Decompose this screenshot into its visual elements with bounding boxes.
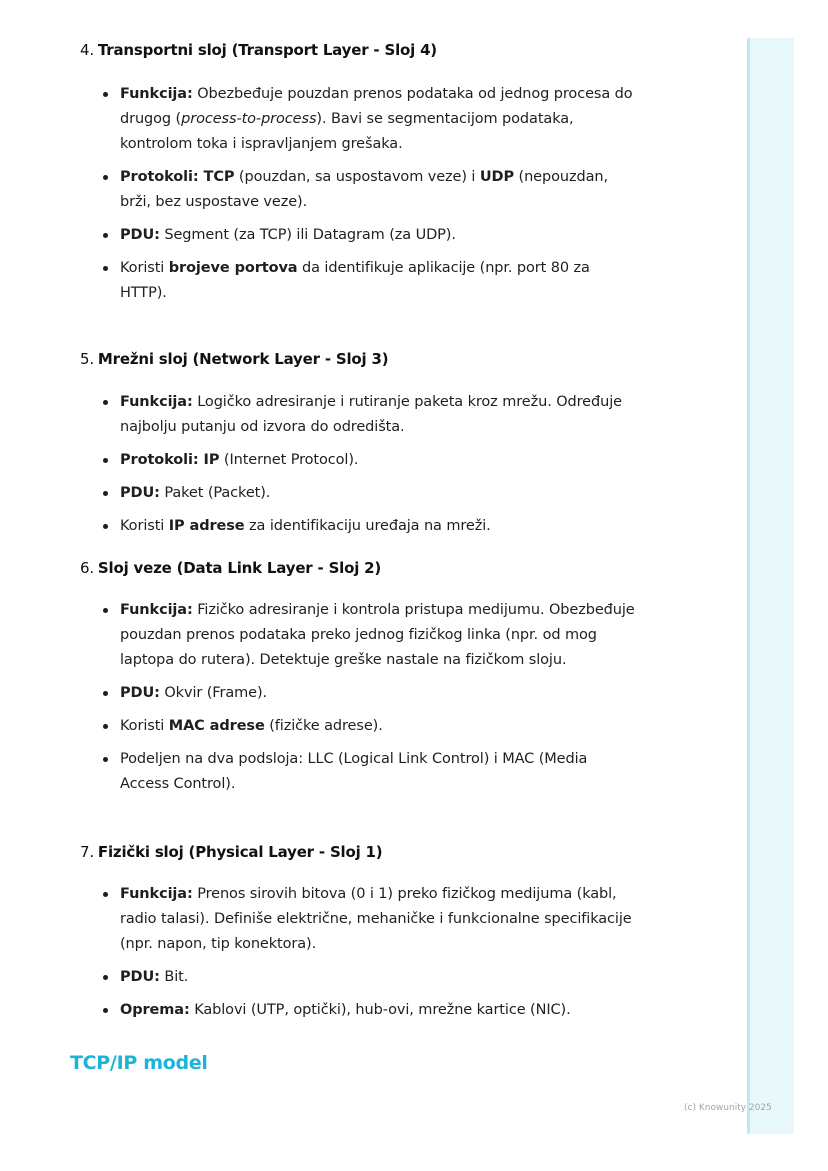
list-item: PDU: Bit. <box>98 965 638 990</box>
list-item: PDU: Segment (za TCP) ili Datagram (za UDP). <box>98 223 638 248</box>
list-item: Protokoli: TCP (pouzdan, sa uspostavom veze) i UDP (nepouzdan, brži, bez uspostave veze). <box>98 165 638 215</box>
list-item: Funkcija: Logičko adresiranje i rutiranje paketa kroz mrežu. Određuje najbolju putanju od izvora do odredišta. <box>98 390 638 440</box>
list-item: Funkcija: Prenos sirovih bitova (0 i 1) preko fizičkog medijuma (kabl, radio talasi). Definiše električne, mehaničke i funkcionalne specifikacije (npr. napon, tip konektora). <box>98 882 638 957</box>
list-item: Funkcija: Obezbeđuje pouzdan prenos podataka od jednog procesa do drugog (process-to-process). Bavi se segmentacijom podataka, kontrolom toka i ispravljanjem grešaka. <box>98 82 638 157</box>
list-item: Funkcija: Fizičko adresiranje i kontrola pristupa medijumu. Obezbeđuje pouzdan prenos podataka preko jednog fizičkog linka (npr. od mog laptopa do rutera). Detektuje greške nastale na fizičkom sloju. <box>98 598 638 673</box>
list-item: Koristi brojeve portova da identifikuje aplikacije (npr. port 80 za HTTP). <box>98 256 638 306</box>
list-item: Protokoli: IP (Internet Protocol). <box>98 448 638 473</box>
section-heading: 5. Mrežni sloj (Network Layer - Sloj 3) <box>80 350 389 368</box>
list-item: PDU: Okvir (Frame). <box>98 681 638 706</box>
list-item: Koristi IP adrese za identifikaciju uređaja na mreži. <box>98 514 638 539</box>
list-item: PDU: Paket (Packet). <box>98 481 638 506</box>
page-side-strip <box>747 38 794 1134</box>
list-item: Oprema: Kablovi (UTP, optički), hub-ovi, mrežne kartice (NIC). <box>98 998 638 1023</box>
section-heading: 4. Transportni sloj (Transport Layer - Sloj 4) <box>80 41 437 59</box>
section-heading: 7. Fizički sloj (Physical Layer - Sloj 1) <box>80 843 383 861</box>
bullet-list <box>98 598 638 805</box>
section-heading: 6. Sloj veze (Data Link Layer - Sloj 2) <box>80 559 382 577</box>
bullet-list <box>98 82 638 314</box>
bullet-list <box>98 882 638 1031</box>
tcp-ip-model-heading: TCP/IP model <box>70 1052 208 1074</box>
list-item: Podeljen na dva podsloja: LLC (Logical Link Control) i MAC (Media Access Control). <box>98 747 638 797</box>
copyright-footer: (c) Knowunity 2025 <box>684 1103 772 1113</box>
bullet-list <box>98 390 638 547</box>
list-item: Koristi MAC adrese (fizičke adrese). <box>98 714 638 739</box>
